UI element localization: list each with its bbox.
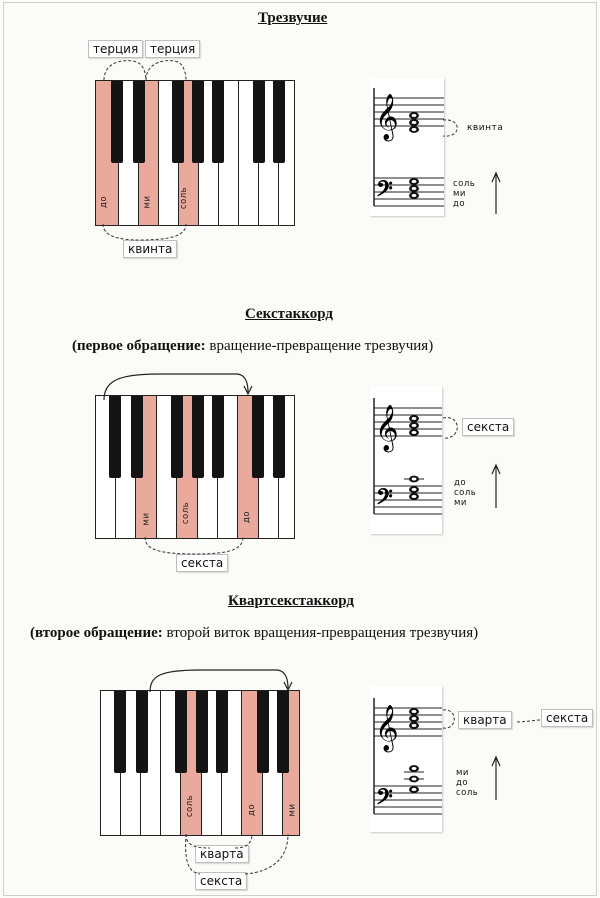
note-name: до xyxy=(453,199,466,209)
black-key xyxy=(212,396,224,478)
black-key xyxy=(175,691,187,773)
section1-fifth-label: квинта xyxy=(123,240,177,258)
black-key xyxy=(212,81,224,163)
note-name: ми xyxy=(454,498,467,508)
note-name: ми xyxy=(456,768,469,778)
black-key xyxy=(192,396,204,478)
section1-title: Трезвучие xyxy=(258,10,328,26)
section3-staff-interval-fourth: кварта xyxy=(458,711,512,729)
section3-note-names xyxy=(456,768,478,798)
treble-clef-icon: 𝄞 xyxy=(375,405,399,451)
section3-keyboard xyxy=(100,690,300,836)
section1-staff-interval: квинта xyxy=(467,123,504,133)
treble-clef-icon: 𝄞 xyxy=(375,705,399,751)
black-key xyxy=(172,81,184,163)
subtitle-rest: вращение-превращение трезвучия) xyxy=(205,338,434,354)
section3-staff xyxy=(370,686,442,832)
subtitle-rest: второй виток вращения-превращения трезвучия) xyxy=(162,625,479,641)
section2-staff-card xyxy=(370,386,442,534)
black-key xyxy=(253,81,265,163)
black-key xyxy=(192,81,204,163)
black-key xyxy=(133,81,145,163)
black-key xyxy=(196,691,208,773)
section3-staff-interval-sixth: секста xyxy=(541,709,593,727)
section3-fourth-label: кварта xyxy=(195,845,249,863)
key-label-sol: соль xyxy=(185,794,196,818)
section1-note-names xyxy=(453,179,475,209)
note-name: соль xyxy=(456,788,479,798)
bass-clef-icon: 𝄢 xyxy=(376,785,393,815)
key-label-do: до xyxy=(247,803,258,817)
section3-staff-card xyxy=(370,686,442,832)
key-label-mi: ми xyxy=(142,195,153,209)
section2-note-names xyxy=(454,478,476,508)
black-key xyxy=(216,691,228,773)
treble-clef-icon: 𝄞 xyxy=(375,94,399,140)
black-key xyxy=(111,81,123,163)
note-name: до xyxy=(456,778,469,788)
section1-keyboard xyxy=(95,80,295,226)
black-key xyxy=(273,396,285,478)
note-name: до xyxy=(454,478,467,488)
black-key xyxy=(273,81,285,163)
black-key xyxy=(114,691,126,773)
section2-sixth-label: секста xyxy=(176,554,228,572)
black-key xyxy=(109,396,121,478)
black-key xyxy=(252,396,264,478)
key-label-sol: соль xyxy=(179,186,190,210)
section1-third-label-right: терция xyxy=(145,40,200,58)
subtitle-bold: (первое обращение: xyxy=(72,338,206,354)
note-name: соль xyxy=(454,488,477,498)
black-key xyxy=(136,691,148,773)
key-label-do: до xyxy=(242,510,253,524)
subtitle-bold: (второе обращение: xyxy=(30,625,163,641)
section2-keyboard xyxy=(95,395,295,539)
bass-clef-icon: 𝄢 xyxy=(376,485,393,515)
section1-staff-card xyxy=(370,78,444,216)
bass-clef-icon: 𝄢 xyxy=(376,177,393,207)
key-label-mi: ми xyxy=(287,803,298,817)
section1-staff xyxy=(370,78,444,216)
section2-staff xyxy=(370,386,442,534)
black-key xyxy=(171,396,183,478)
section1-third-label-left: терция xyxy=(88,40,143,58)
section2-subtitle xyxy=(72,338,433,355)
section3-sixth-label: секста xyxy=(195,872,247,890)
key-label-do: до xyxy=(99,195,110,209)
key-label-sol: соль xyxy=(181,501,192,525)
section2-title: Секстаккорд xyxy=(245,306,333,322)
section3-subtitle xyxy=(30,625,478,642)
section2-staff-interval: секста xyxy=(462,418,514,436)
note-name: ми xyxy=(453,189,466,199)
note-name: соль xyxy=(453,179,476,189)
page-frame xyxy=(3,2,597,896)
black-key xyxy=(131,396,143,478)
section3-title: Квартсекстаккорд xyxy=(228,593,354,609)
key-label-mi: ми xyxy=(141,512,152,526)
black-key xyxy=(257,691,269,773)
black-key xyxy=(277,691,289,773)
